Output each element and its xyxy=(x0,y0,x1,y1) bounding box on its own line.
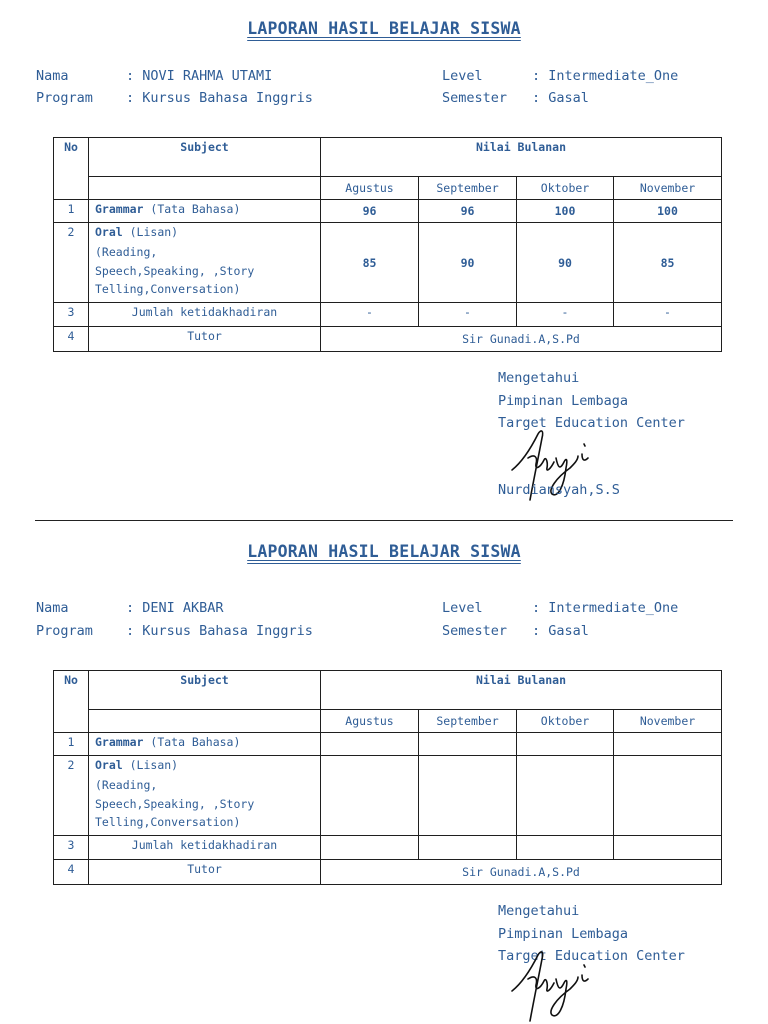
score-cell xyxy=(419,733,517,756)
subject-oral xyxy=(89,756,321,836)
absence-cell xyxy=(419,836,517,860)
subject-header-blank xyxy=(89,710,321,733)
row-no: 3 xyxy=(54,303,89,327)
program-label: Program xyxy=(36,90,93,106)
subject-oral-bold: Oral xyxy=(95,758,123,772)
score-cell xyxy=(517,733,614,756)
month-header-row xyxy=(54,710,722,733)
absence-cell: - xyxy=(321,303,419,327)
oral-detail-2: Speech,Speaking, ,Story xyxy=(95,264,255,278)
col-no-header: No xyxy=(54,138,89,200)
month-november: November xyxy=(614,177,722,200)
month-agustus: Agustus xyxy=(321,710,419,733)
score-cell xyxy=(321,756,419,836)
score-cell xyxy=(614,756,722,836)
table-row xyxy=(54,200,722,223)
subject-header-blank xyxy=(89,177,321,200)
table-row xyxy=(54,303,722,327)
level-label: Level xyxy=(442,600,483,616)
table-row xyxy=(54,223,722,303)
absence-cell xyxy=(321,836,419,860)
table-row xyxy=(54,327,722,352)
table-header-row xyxy=(54,138,722,177)
row-no: 4 xyxy=(54,327,89,352)
col-subject-header: Subject xyxy=(89,138,321,177)
sign-line-2: Pimpinan Lembaga xyxy=(498,392,629,409)
row-no: 2 xyxy=(54,223,89,303)
subject-grammar-bold: Grammar xyxy=(95,202,144,216)
grades-table xyxy=(53,670,722,885)
subject-grammar xyxy=(89,733,321,756)
program-value: : Kursus Bahasa Inggris xyxy=(126,90,313,106)
subject-oral-rest: (Lisan) xyxy=(122,225,179,239)
tutor-name: Sir Gunadi.A,S.Pd xyxy=(321,327,722,352)
subject-tutor: Tutor xyxy=(89,327,321,352)
level-value: : Intermediate_One xyxy=(532,600,679,616)
subject-oral xyxy=(89,223,321,303)
sign-block xyxy=(498,367,685,435)
nama-label: Nama xyxy=(36,600,69,616)
report-divider xyxy=(35,520,733,521)
col-no-header: No xyxy=(54,671,89,733)
row-no: 1 xyxy=(54,733,89,756)
row-no: 2 xyxy=(54,756,89,836)
table-row xyxy=(54,836,722,860)
score-cell: 100 xyxy=(614,200,722,223)
table-row xyxy=(54,860,722,885)
oral-detail-2: Speech,Speaking, ,Story xyxy=(95,797,255,811)
subject-absence: Jumlah ketidakhadiran xyxy=(89,836,321,860)
semester-value: : Gasal xyxy=(532,90,589,106)
absence-cell: - xyxy=(517,303,614,327)
table-row xyxy=(54,733,722,756)
signature-image xyxy=(508,949,592,1024)
month-november: November xyxy=(614,710,722,733)
oral-detail-3: Telling,Conversation) xyxy=(95,815,241,829)
oral-detail-1: (Reading, xyxy=(95,245,158,259)
score-cell: 90 xyxy=(517,223,614,303)
oral-detail-3: Telling,Conversation) xyxy=(95,282,241,296)
subject-grammar-bold: Grammar xyxy=(95,735,144,749)
absence-cell: - xyxy=(419,303,517,327)
level-value: : Intermediate_One xyxy=(532,68,679,84)
subject-grammar-rest: (Tata Bahasa) xyxy=(143,735,241,749)
score-cell: 100 xyxy=(517,200,614,223)
subject-grammar xyxy=(89,200,321,223)
score-cell xyxy=(419,756,517,836)
table-header-row xyxy=(54,671,722,710)
signer-name: Nurdiansyah,S.S xyxy=(498,482,620,498)
sign-line-3: Target Education Center xyxy=(498,415,685,431)
subject-oral-rest: (Lisan) xyxy=(122,758,179,772)
col-subject-header: Subject xyxy=(89,671,321,710)
subject-oral-bold: Oral xyxy=(95,225,123,239)
level-label: Level xyxy=(442,68,483,84)
sign-line-1: Mengetahui xyxy=(498,903,580,919)
month-september: September xyxy=(419,177,517,200)
col-nilai-header: Nilai Bulanan xyxy=(321,138,722,177)
sign-line-1: Mengetahui xyxy=(498,370,580,386)
score-cell xyxy=(321,733,419,756)
nama-value: : DENI AKBAR xyxy=(126,600,224,616)
absence-cell xyxy=(517,836,614,860)
score-cell: 96 xyxy=(419,200,517,223)
table-row xyxy=(54,756,722,836)
tutor-name: Sir Gunadi.A,S.Pd xyxy=(321,860,722,885)
grades-table xyxy=(53,137,722,352)
semester-value: : Gasal xyxy=(532,623,589,639)
month-header-row xyxy=(54,177,722,200)
absence-cell: - xyxy=(614,303,722,327)
month-september: September xyxy=(419,710,517,733)
score-cell xyxy=(614,733,722,756)
program-label: Program xyxy=(36,623,93,639)
month-oktober: Oktober xyxy=(517,710,614,733)
nama-value: : NOVI RAHMA UTAMI xyxy=(126,68,273,84)
report-title: LAPORAN HASIL BELAJAR SISWA xyxy=(247,19,521,38)
report-title: LAPORAN HASIL BELAJAR SISWA xyxy=(247,542,521,561)
oral-detail-1: (Reading, xyxy=(95,778,158,792)
nama-label: Nama xyxy=(36,68,69,84)
score-cell: 90 xyxy=(419,223,517,303)
subject-absence: Jumlah ketidakhadiran xyxy=(89,303,321,327)
row-no: 4 xyxy=(54,860,89,885)
score-cell xyxy=(517,756,614,836)
row-no: 1 xyxy=(54,200,89,223)
program-value: : Kursus Bahasa Inggris xyxy=(126,623,313,639)
absence-cell xyxy=(614,836,722,860)
sign-line-3: Target Education Center xyxy=(498,948,685,964)
score-cell: 96 xyxy=(321,200,419,223)
month-oktober: Oktober xyxy=(517,177,614,200)
col-nilai-header: Nilai Bulanan xyxy=(321,671,722,710)
score-cell: 85 xyxy=(321,223,419,303)
semester-label: Semester xyxy=(442,90,508,106)
subject-grammar-rest: (Tata Bahasa) xyxy=(143,202,241,216)
semester-label: Semester xyxy=(442,623,508,639)
score-cell: 85 xyxy=(614,223,722,303)
month-agustus: Agustus xyxy=(321,177,419,200)
sign-line-2: Pimpinan Lembaga xyxy=(498,925,629,942)
row-no: 3 xyxy=(54,836,89,860)
subject-tutor: Tutor xyxy=(89,860,321,885)
